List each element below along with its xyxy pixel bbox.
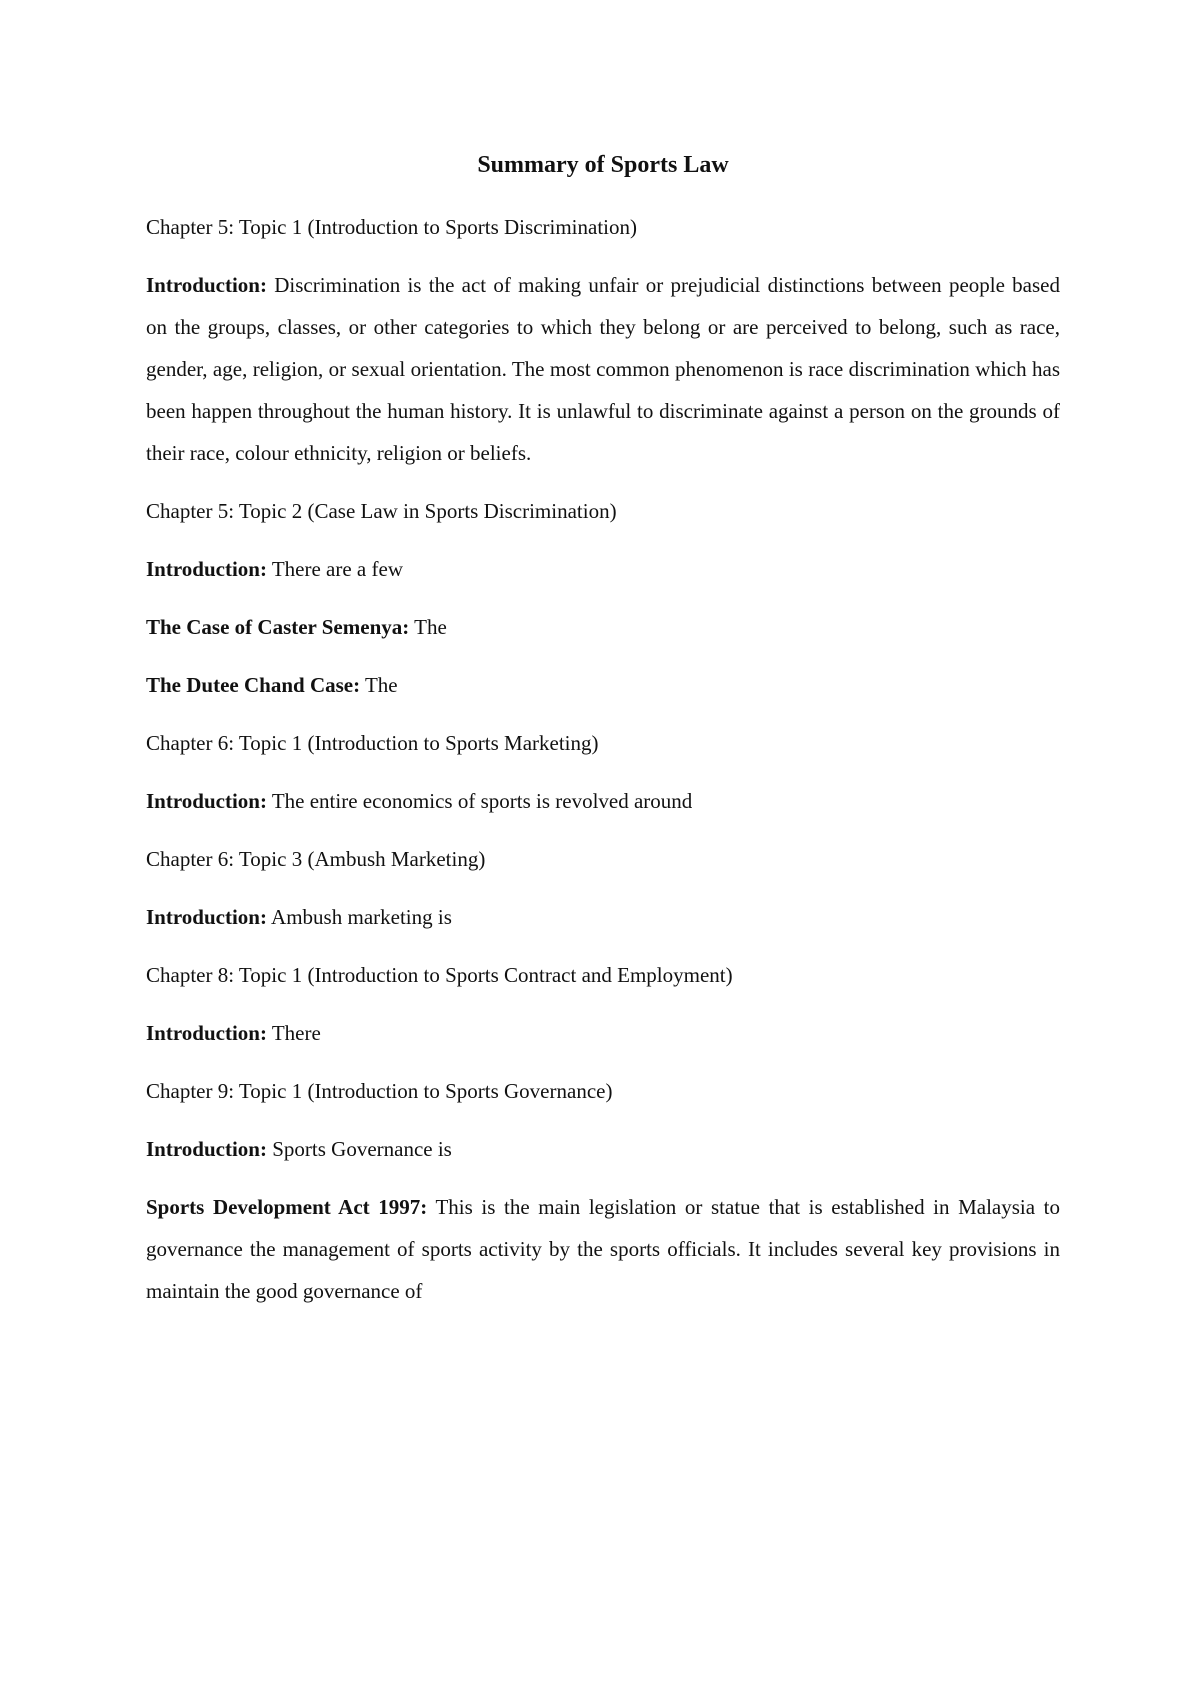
chapter-heading: Chapter 5: Topic 1 (Introduction to Sports Discrimination) [146,215,637,239]
chapter-heading: Chapter 8: Topic 1 (Introduction to Sports Contract and Employment) [146,963,733,987]
intro-text: Discrimination is the act of making unfair or prejudicial distinctions between people based on the groups, classes, or other categories to which they belong or are perceived to belong, such as race, gender, age, religion, or sexual orientation. The most common phenomenon is race discrimination which has been happen throughout the human history. It is unlawful to discriminate against a person on the grounds of their race, colour ethnicity, religion or beliefs. [146,273,1060,465]
chapter-heading: Chapter 5: Topic 2 (Case Law in Sports Discrimination) [146,499,617,523]
document-body [146,150,1060,1328]
chapter-heading: Chapter 9: Topic 1 (Introduction to Sports Governance) [146,1079,613,1103]
intro-label: Introduction: [146,557,267,581]
intro-text: There [266,1021,321,1045]
intro-text: The entire economics of sports is revolved around [266,789,693,813]
intro-label: Introduction: [146,273,267,297]
act-paragraph [146,1186,1060,1312]
act-text: This is the main legislation or statue that is established in Malaysia to governance the management of sports activity by the sports officials. It includes several key provisions in maintain the good governance of [146,1195,1060,1303]
intro-label: Introduction: [146,1137,267,1161]
chapter-heading: Chapter 6: Topic 1 (Introduction to Sports Marketing) [146,731,599,755]
intro-paragraph [146,780,1060,822]
case-label: The Dutee Chand Case: [146,673,361,697]
intro-paragraph [146,264,1060,474]
case-paragraph [146,664,1060,706]
intro-text: Ambush marketing is [266,905,452,929]
case-text: The [409,615,447,639]
intro-label: Introduction: [146,905,267,929]
intro-paragraph [146,1128,1060,1170]
act-label: Sports Development Act 1997: [146,1195,428,1219]
intro-paragraph [146,548,1060,590]
intro-paragraph [146,1012,1060,1054]
intro-text: Sports Governance is [266,1137,452,1161]
case-label: The Case of Caster Semenya: [146,615,410,639]
intro-paragraph [146,896,1060,938]
intro-label: Introduction: [146,789,267,813]
document-title: Summary of Sports Law [477,152,729,178]
intro-text: There are a few [266,557,403,581]
intro-label: Introduction: [146,1021,267,1045]
case-text: The [360,673,398,697]
case-paragraph [146,606,1060,648]
chapter-heading: Chapter 6: Topic 3 (Ambush Marketing) [146,847,486,871]
